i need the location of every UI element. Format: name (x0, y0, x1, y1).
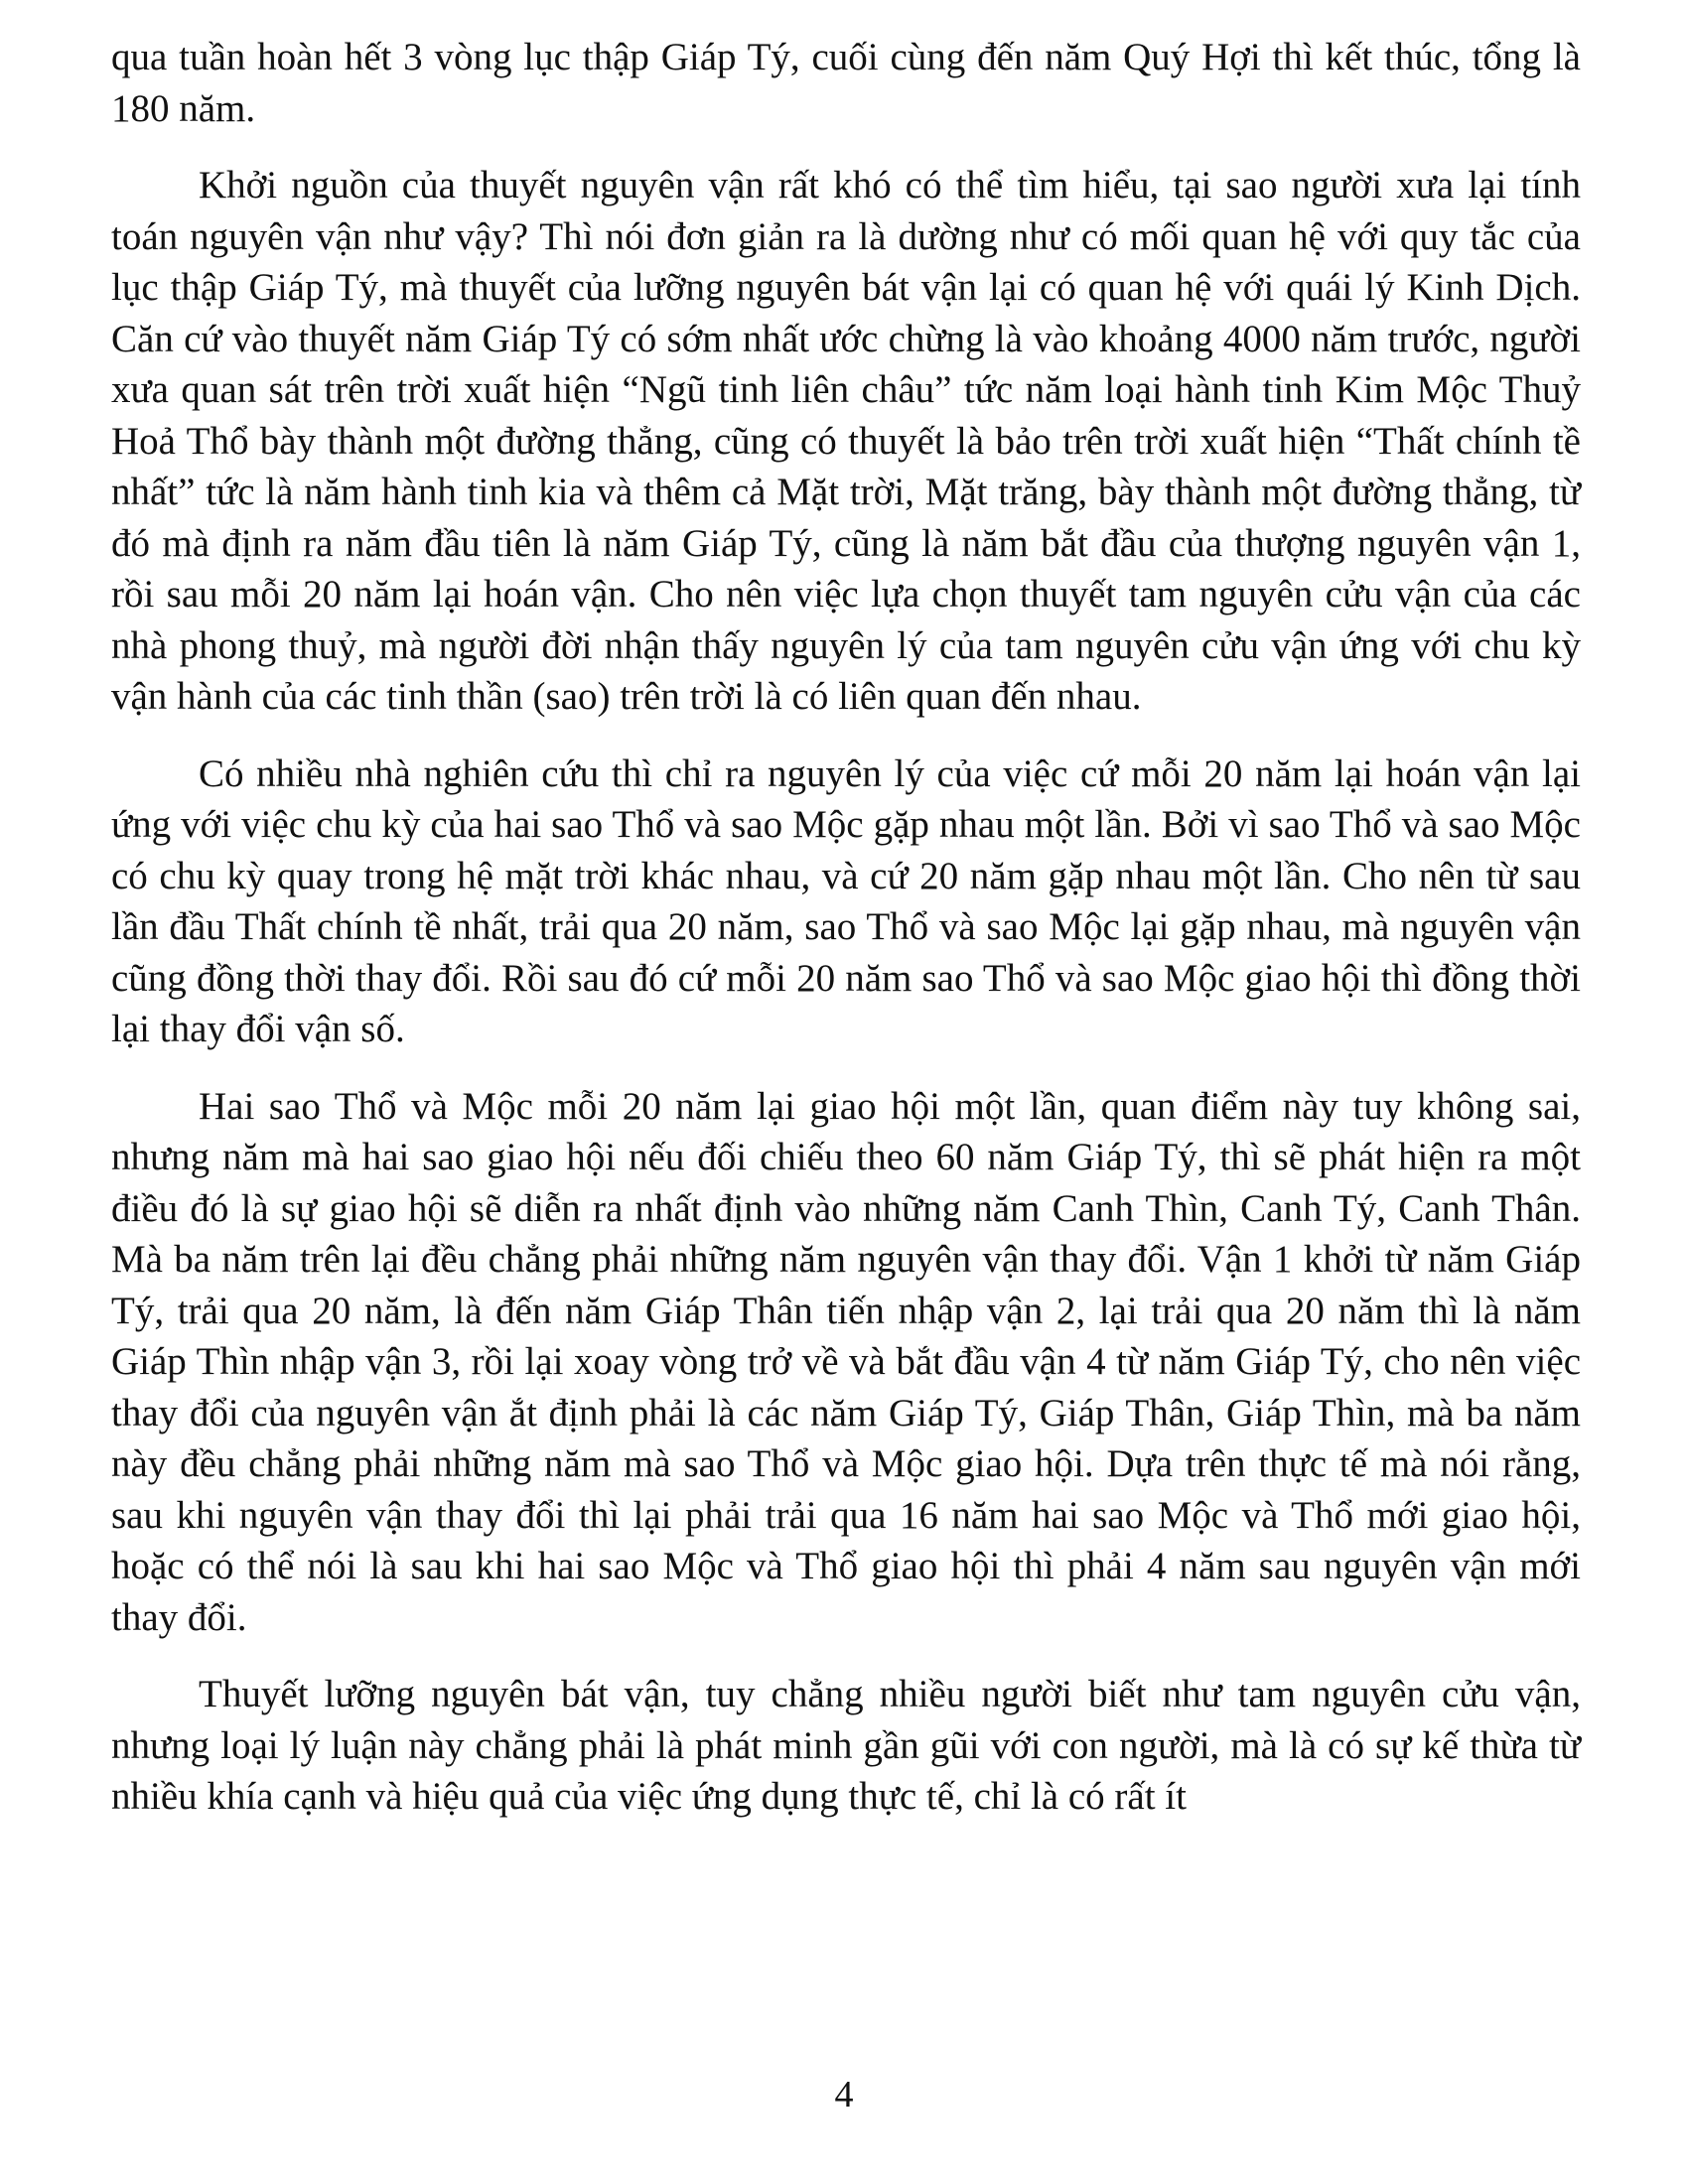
page-number: 4 (834, 2074, 854, 2116)
paragraph-conjunction-years: Hai sao Thổ và Mộc mỗi 20 năm lại giao hội một lần, quan điểm này tuy không sai, nhưng năm mà hai sao giao hội nếu đối chiếu theo 60 năm Giáp Tý, thì sẽ phát hiện ra một điều đó là sự giao hội sẽ diễn ra nhất định vào những năm Canh Thìn, Canh Tý, Canh Thân. Mà ba năm trên lại đều chẳng phải những năm nguyên vận thay đổi. Vận 1 khởi từ năm Giáp Tý, trải qua 20 năm, là đến năm Giáp Thân tiến nhập vận 2, lại trải qua 20 năm thì là năm Giáp Thìn nhập vận 3, rồi lại xoay vòng trở về và bắt đầu vận 4 từ năm Giáp Tý, cho nên việc thay đổi của nguyên vận ắt định phải là các năm Giáp Tý, Giáp Thân, Giáp Thìn, mà ba năm này đều chẳng phải những năm mà sao Thổ và Mộc giao hội. Dựa trên thực tế mà nói rằng, sau khi nguyên vận thay đổi thì lại phải trải qua 16 năm hai sao Mộc và Thổ mới giao hội, hoặc có thể nói là sau khi hai sao Mộc và Thổ giao hội thì phải 4 năm sau nguyên vận mới thay đổi. (111, 1084, 1581, 1639)
page-body (111, 32, 1581, 1848)
paragraph-origin-of-theory: Khởi nguồn của thuyết nguyên vận rất khó có thể tìm hiểu, tại sao người xưa lại tính toán nguyên vận như vậy? Thì nói đơn giản ra là dường như có mối quan hệ với quy tắc của lục thập Giáp Tý, mà thuyết của lưỡng nguyên bát vận lại có quan hệ với quái lý Kinh Dịch. Căn cứ vào thuyết năm Giáp Tý có sớm nhất ước chừng là vào khoảng 4000 năm trước, người xưa quan sát trên trời xuất hiện “Ngũ tinh liên châu” tức năm loại hành tinh Kim Mộc Thuỷ Hoả Thổ bày thành một đường thẳng, cũng có thuyết là bảo trên trời xuất hiện “Thất chính tề nhất” tức là năm hành tinh kia và thêm cả Mặt trời, Mặt trăng, bày thành một đường thẳng, từ đó mà định ra năm đầu tiên là năm Giáp Tý, cũng là năm bắt đầu của thượng nguyên vận 1, rồi sau mỗi 20 năm lại hoán vận. Cho nên việc lựa chọn thuyết tam nguyên cửu vận của các nhà phong thuỷ, mà người đời nhận thấy nguyên lý của tam nguyên cửu vận ứng với chu kỳ vận hành của các tinh thần (sao) trên trời là có liên quan đến nhau. (111, 164, 1581, 718)
paragraph-two-yuan-eight-yun: Thuyết lưỡng nguyên bát vận, tuy chẳng nhiều người biết như tam nguyên cửu vận, nhưng loại lý luận này chẳng phải là phát minh gần gũi với con người, mà là có sự kế thừa từ nhiều khía cạnh và hiệu quả của việc ứng dụng thực tế, chỉ là có rất ít (111, 1673, 1581, 1818)
paragraph-saturn-jupiter: Có nhiều nhà nghiên cứu thì chỉ ra nguyên lý của việc cứ mỗi 20 năm lại hoán vận lại ứng với việc chu kỳ của hai sao Thổ và sao Mộc gặp nhau một lần. Bởi vì sao Thổ và sao Mộc có chu kỳ quay trong hệ mặt trời khác nhau, và cứ 20 năm gặp nhau một lần. Cho nên từ sau lần đầu Thất chính tề nhất, trải qua 20 năm, sao Thổ và sao Mộc lại gặp nhau, mà nguyên vận cũng đồng thời thay đổi. Rồi sau đó cứ mỗi 20 năm sao Thổ và sao Mộc giao hội thì đồng thời lại thay đổi vận số. (111, 751, 1581, 1050)
paragraph-continuation: qua tuần hoàn hết 3 vòng lục thập Giáp Tý, cuối cùng đến năm Quý Hợi thì kết thúc, tổng là 180 năm. (111, 36, 1581, 130)
